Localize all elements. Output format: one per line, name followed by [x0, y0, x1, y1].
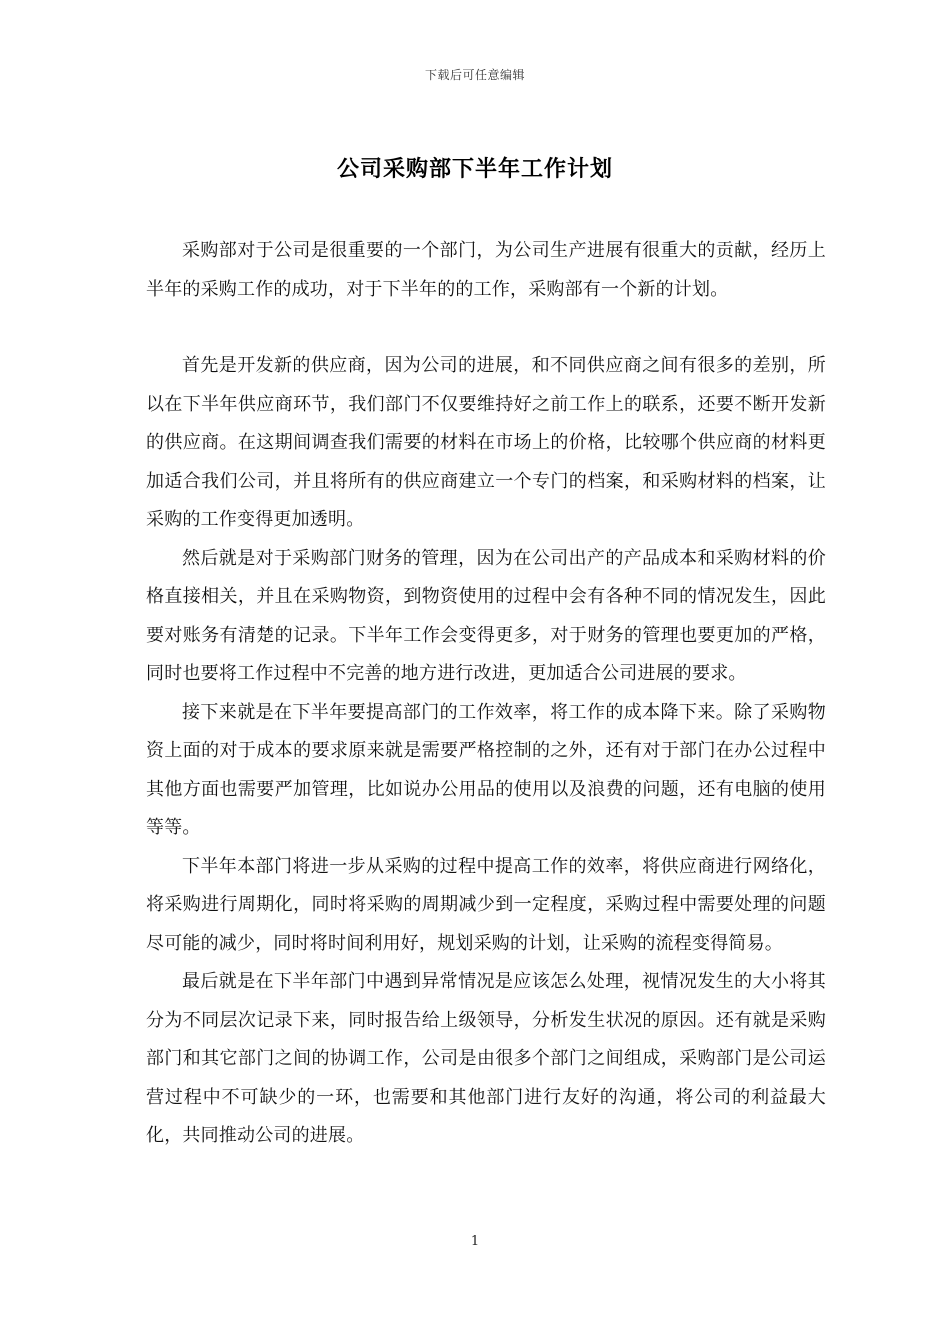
page-number: 1 [470, 1234, 480, 1249]
page-header: 下载后可任意编辑 [424, 68, 525, 82]
paragraph-networking: 下半年本部门将进一步从采购的过程中提高工作的效率，将供应商进行网络化，将采购进行周期化，同时将采购的周期减少到一定程度，采购过程中需要处理的问题尽可能的减少，同时将时间利用好，规划采购的计划，让采购的流程变得简易。 [146, 855, 826, 954]
paragraph-efficiency: 接下来就是在下半年要提高部门的工作效率，将工作的成本降下来。除了采购物资上面的对于成本的要求原来就是需要严格控制的之外，还有对于部门在办公过程中其他方面也需要严加管理，比如说办公用品的使用以及浪费的问题，还有电脑的使用等等。 [146, 701, 826, 838]
paragraph-exceptions: 最后就是在下半年部门中遇到异常情况是应该怎么处理，视情况发生的大小将其分为不同层次记录下来，同时报告给上级领导，分析发生状况的原因。还有就是采购部门和其它部门之间的协调工作，公司是由很多个部门之间组成，采购部门是公司运营过程中不可缺少的一环，也需要和其他部门进行友好的沟通，将公司的利益最大化，共同推动公司的进展。 [146, 971, 826, 1146]
paragraph-finance: 然后就是对于采购部门财务的管理，因为在公司出产的产品成本和采购材料的价格直接相关，并且在采购物资，到物资使用的过程中会有各种不同的情况发生，因此要对账务有清楚的记录。下半年工作会变得更多，对于财务的管理也要更加的严格，同时也要将工作过程中不完善的地方进行改进，更加适合公司进展的要求。 [146, 547, 826, 684]
document-title: 公司采购部下半年工作计划 [336, 156, 613, 182]
paragraph-suppliers: 首先是开发新的供应商，因为公司的进展，和不同供应商之间有很多的差别，所以在下半年供应商环节，我们部门不仅要维持好之前工作上的联系，还要不断开发新的供应商。在这期间调查我们需要的材料在市场上的价格，比较哪个供应商的材料更加适合我们公司，并且将所有的供应商建立一个专门的档案，和采购材料的档案，让采购的工作变得更加透明。 [146, 355, 826, 530]
document-body [146, 232, 826, 1156]
paragraph-intro: 采购部对于公司是很重要的一个部门，为公司生产进展有很重大的贡献，经历上半年的采购工作的成功，对于下半年的的工作，采购部有一个新的计划。 [146, 240, 826, 300]
